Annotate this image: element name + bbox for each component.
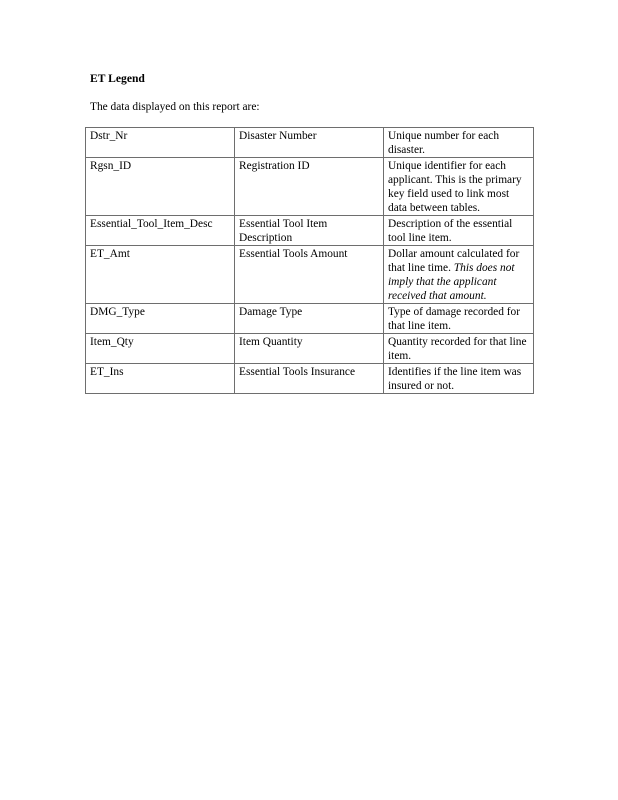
field-name-cell: Essential Tool Item Description [235, 216, 384, 246]
field-code-cell: Dstr_Nr [86, 128, 235, 158]
field-name-cell: Registration ID [235, 158, 384, 216]
field-code-cell: Rgsn_ID [86, 158, 235, 216]
description-text: Unique identifier for each applicant. This is the primary key field used to link most data between tables. [388, 160, 522, 214]
description-text: Dollar amount calculated for that line time. [388, 248, 520, 274]
field-description-cell [384, 128, 534, 158]
field-name-cell: Essential Tools Insurance [235, 364, 384, 394]
field-code-cell: Essential_Tool_Item_Desc [86, 216, 235, 246]
page-title: ET Legend [90, 72, 145, 85]
field-description-cell [384, 364, 534, 394]
field-description-cell [384, 246, 534, 304]
description-text: Quantity recorded for that line item. [388, 336, 527, 362]
table-row [86, 304, 534, 334]
table-row [86, 334, 534, 364]
table-row [86, 246, 534, 304]
field-name-cell: Disaster Number [235, 128, 384, 158]
description-text: Type of damage recorded for that line item. [388, 306, 521, 332]
field-name-cell: Essential Tools Amount [235, 246, 384, 304]
field-name-cell: Item Quantity [235, 334, 384, 364]
field-code-cell: DMG_Type [86, 304, 235, 334]
field-code-cell: ET_Ins [86, 364, 235, 394]
table-row [86, 128, 534, 158]
legend-table [85, 127, 534, 394]
field-description-cell [384, 304, 534, 334]
field-name-cell: Damage Type [235, 304, 384, 334]
description-text: Unique number for each disaster. [388, 130, 500, 156]
description-text: Description of the essential tool line item. [388, 218, 513, 244]
description-note: This does not imply that the applicant received that amount. [388, 262, 515, 302]
table-row [86, 216, 534, 246]
table-row [86, 158, 534, 216]
intro-text: The data displayed on this report are: [90, 101, 260, 113]
description-text: Identifies if the line item was insured or not. [388, 366, 522, 392]
field-description-cell [384, 216, 534, 246]
field-code-cell: ET_Amt [86, 246, 235, 304]
field-description-cell [384, 334, 534, 364]
field-code-cell: Item_Qty [86, 334, 235, 364]
table-row [86, 364, 534, 394]
field-description-cell [384, 158, 534, 216]
